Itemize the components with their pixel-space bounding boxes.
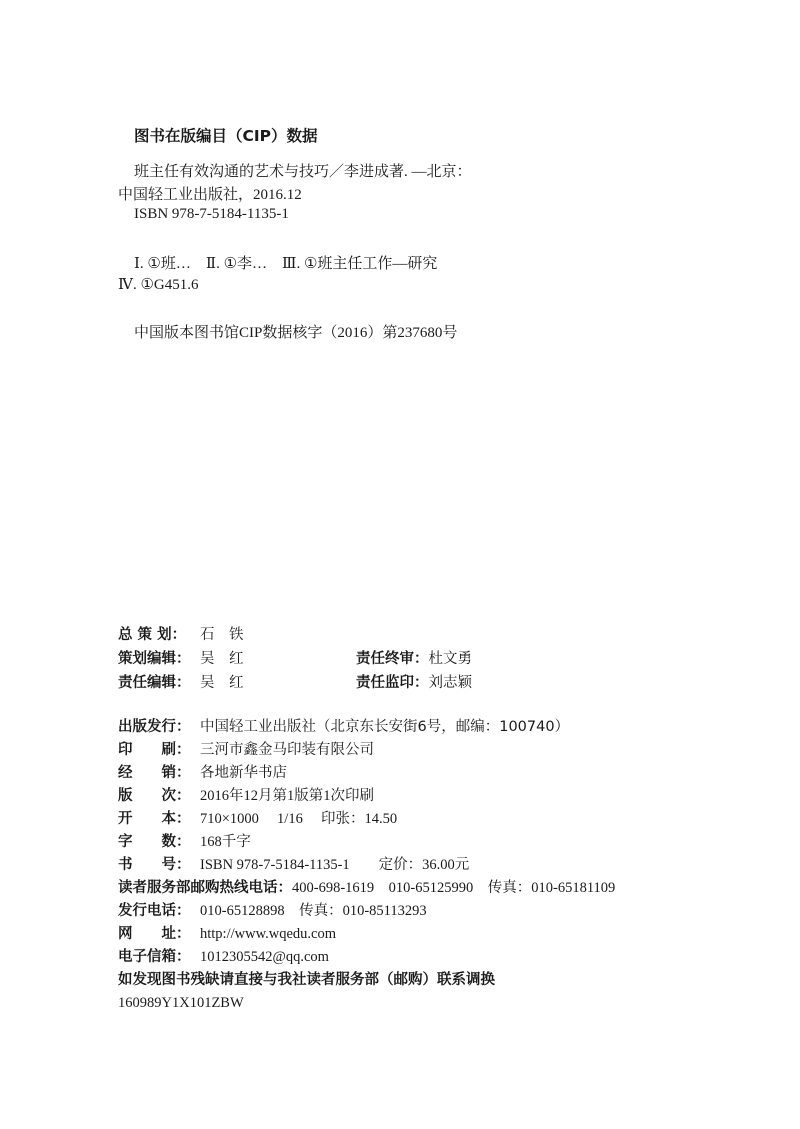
final-review-value: 杜文勇 — [428, 651, 472, 667]
pub-row-edition — [118, 785, 374, 808]
print-supervisor-label: 责任监印： — [356, 675, 429, 691]
pub-row-publisher — [118, 716, 569, 739]
pub-row-distributor — [118, 762, 287, 785]
printer-value: 三河市鑫金马印装有限公司 — [200, 742, 374, 758]
format-value: 710×1000 1/16 印张：14.50 — [200, 811, 398, 827]
pub-row-website — [118, 923, 336, 946]
format-label: 开 本： — [118, 811, 191, 827]
distributor-label: 经 销： — [118, 765, 191, 781]
isbn-label: 书 号： — [118, 857, 191, 873]
planning-editor-label: 策划编辑： — [118, 651, 191, 667]
cip-line-publisher: 中国轻工业出版社，2016.12 — [118, 187, 302, 203]
email-value: 1012305542@qq.com — [200, 949, 329, 965]
publisher-value: 中国轻工业出版社（北京东长安街6号，邮编：100740） — [200, 719, 570, 735]
print-supervisor-value: 刘志颖 — [428, 675, 472, 691]
cip-line-classification: Ⅳ. ①G451.6 — [118, 277, 199, 293]
distribution-phone-value: 010-65128898 传真：010-85113293 — [200, 903, 427, 919]
isbn-value: ISBN 978-7-5184-1135-1 定价：36.00元 — [200, 857, 470, 873]
wordcount-label: 字 数： — [118, 834, 191, 850]
edition-value: 2016年12月第1版第1次印刷 — [200, 788, 374, 804]
responsible-editor-value: 吴 红 — [200, 675, 244, 691]
publisher-label: 出版发行： — [118, 719, 191, 735]
pub-row-email — [118, 946, 329, 969]
planning-editor-value: 吴 红 — [200, 651, 244, 667]
website-label: 网 址： — [118, 926, 191, 942]
credit-row-chief-planner — [118, 624, 244, 646]
cip-title: 图书在版编目（CIP）数据 — [134, 127, 318, 145]
pub-row-isbn — [118, 854, 469, 877]
reader-service-label: 读者服务部邮购热线电话： — [118, 880, 292, 896]
distributor-value: 各地新华书店 — [200, 765, 287, 781]
credit-row-responsible-editor — [118, 672, 758, 694]
responsible-editor-label: 责任编辑： — [118, 675, 191, 691]
distribution-phone-label: 发行电话： — [118, 903, 191, 919]
final-review-label: 责任终审： — [356, 651, 429, 667]
pub-row-wordcount — [118, 831, 251, 854]
cip-line-isbn: ISBN 978-7-5184-1135-1 — [134, 206, 289, 222]
edition-label: 版 次： — [118, 788, 191, 804]
pub-row-printer — [118, 739, 374, 762]
chief-planner-value: 石 铁 — [200, 627, 244, 643]
cip-line-subjects: Ⅰ. ①班… Ⅱ. ①李… Ⅲ. ①班主任工作—研究 — [134, 256, 438, 272]
email-label: 电子信箱： — [118, 949, 191, 965]
pub-row-format — [118, 808, 397, 831]
reader-service-value: 400-698-1619 010-65125990 传真：010-65181109 — [292, 880, 616, 896]
pub-row-notice: 如发现图书残缺请直接与我社读者服务部（邮购）联系调换 — [118, 972, 495, 988]
cip-line-registration: 中国版本图书馆CIP数据核字（2016）第237680号 — [134, 325, 458, 341]
printer-label: 印 刷： — [118, 742, 191, 758]
pub-row-code: 160989Y1X101ZBW — [118, 995, 244, 1011]
cip-line-title-author: 班主任有效沟通的艺术与技巧／李进成著. —北京： — [134, 164, 472, 180]
pub-row-reader-service — [118, 877, 615, 900]
website-value: http://www.wqedu.com — [200, 926, 336, 942]
credit-row-planning-editor — [118, 648, 758, 670]
pub-row-distribution-phone — [118, 900, 427, 923]
wordcount-value: 168千字 — [200, 834, 251, 850]
chief-planner-label: 总 策 划： — [118, 627, 187, 643]
